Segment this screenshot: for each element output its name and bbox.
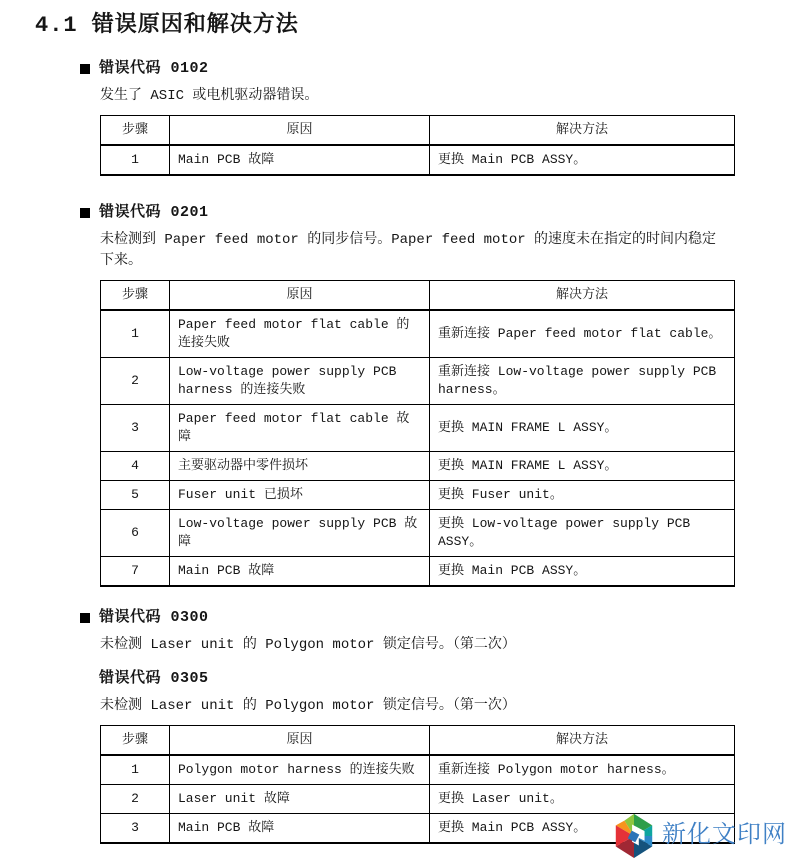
column-header: 原因 xyxy=(170,281,430,311)
table-cell: 重新连接 Low-voltage power supply PCB harness。 xyxy=(430,358,735,405)
table-row xyxy=(101,358,735,405)
page-title: 4.1 错误原因和解决方法 xyxy=(35,13,299,38)
error-table-0201 xyxy=(100,280,735,587)
table-cell: 主要驱动器中零件损坏 xyxy=(170,452,430,481)
column-header: 解决方法 xyxy=(430,116,735,146)
table-cell: Polygon motor harness 的连接失败 xyxy=(170,755,430,785)
table-row xyxy=(101,310,735,358)
table-cell: 更换 Main PCB ASSY。 xyxy=(430,145,735,175)
section-heading-label: 错误代码 0102 xyxy=(99,60,209,77)
table-row xyxy=(101,145,735,175)
table-cell: 1 xyxy=(101,145,170,175)
square-bullet-icon xyxy=(80,613,90,623)
table-cell: 3 xyxy=(101,814,170,844)
table-cell: 更换 Low-voltage power supply PCB ASSY。 xyxy=(430,510,735,557)
table-cell: 1 xyxy=(101,755,170,785)
square-bullet-icon xyxy=(80,64,90,74)
table-cell: 2 xyxy=(101,785,170,814)
table-cell: Laser unit 故障 xyxy=(170,785,430,814)
column-header: 原因 xyxy=(170,116,430,146)
table-cell: 5 xyxy=(101,481,170,510)
table-cell: Fuser unit 已损坏 xyxy=(170,481,430,510)
section-heading-0300 xyxy=(80,609,793,627)
section-description: 未检测到 Paper feed motor 的同步信号。Paper feed motor 的速度未在指定的时间内稳定下来。 xyxy=(100,232,717,269)
column-header: 解决方法 xyxy=(430,281,735,311)
logo-text: 新化文印网 xyxy=(662,821,787,848)
table-cell: 4 xyxy=(101,452,170,481)
section-subheading-0305: 错误代码 0305 xyxy=(99,670,209,687)
table-cell: 6 xyxy=(101,510,170,557)
table-cell: 更换 Main PCB ASSY。 xyxy=(430,814,735,844)
error-table-0102 xyxy=(100,115,735,176)
table-row xyxy=(101,785,735,814)
table-row xyxy=(101,452,735,481)
column-header: 步骤 xyxy=(101,726,170,756)
table-row xyxy=(101,755,735,785)
table-row xyxy=(101,557,735,587)
table-header-row xyxy=(101,116,735,146)
table-cell: 更换 MAIN FRAME L ASSY。 xyxy=(430,452,735,481)
table-cell: 重新连接 Paper feed motor flat cable。 xyxy=(430,310,735,358)
table-header-row xyxy=(101,281,735,311)
site-logo xyxy=(611,812,787,858)
table-cell: 更换 MAIN FRAME L ASSY。 xyxy=(430,405,735,452)
table-cell: 3 xyxy=(101,405,170,452)
table-cell: 更换 Fuser unit。 xyxy=(430,481,735,510)
table-cell: 更换 Laser unit。 xyxy=(430,785,735,814)
column-header: 原因 xyxy=(170,726,430,756)
column-header: 步骤 xyxy=(101,116,170,146)
column-header: 解决方法 xyxy=(430,726,735,756)
table-cell: Paper feed motor flat cable 的连接失败 xyxy=(170,310,430,358)
section-description: 未检测 Laser unit 的 Polygon motor 锁定信号。（第一次） xyxy=(100,698,516,714)
section-description: 未检测 Laser unit 的 Polygon motor 锁定信号。（第二次） xyxy=(100,637,516,653)
table-cell: 7 xyxy=(101,557,170,587)
table-cell: Paper feed motor flat cable 故障 xyxy=(170,405,430,452)
table-cell: Main PCB 故障 xyxy=(170,814,430,844)
hexagon-logo-icon xyxy=(611,812,657,858)
section-heading-0102 xyxy=(80,60,793,78)
section-heading-label: 错误代码 0201 xyxy=(99,204,209,221)
table-header-row xyxy=(101,726,735,756)
table-cell: 1 xyxy=(101,310,170,358)
table-cell: Low-voltage power supply PCB harness 的连接失败 xyxy=(170,358,430,405)
table-cell: Low-voltage power supply PCB 故障 xyxy=(170,510,430,557)
section-heading-label: 错误代码 0300 xyxy=(99,609,209,626)
table-cell: 2 xyxy=(101,358,170,405)
table-cell: 更换 Main PCB ASSY。 xyxy=(430,557,735,587)
table-row xyxy=(101,481,735,510)
table-cell: Main PCB 故障 xyxy=(170,145,430,175)
section-description: 发生了 ASIC 或电机驱动器错误。 xyxy=(100,88,319,104)
column-header: 步骤 xyxy=(101,281,170,311)
table-cell: 重新连接 Polygon motor harness。 xyxy=(430,755,735,785)
table-row xyxy=(101,405,735,452)
square-bullet-icon xyxy=(80,208,90,218)
table-cell: Main PCB 故障 xyxy=(170,557,430,587)
section-heading-0201 xyxy=(80,204,793,222)
table-row xyxy=(101,510,735,557)
